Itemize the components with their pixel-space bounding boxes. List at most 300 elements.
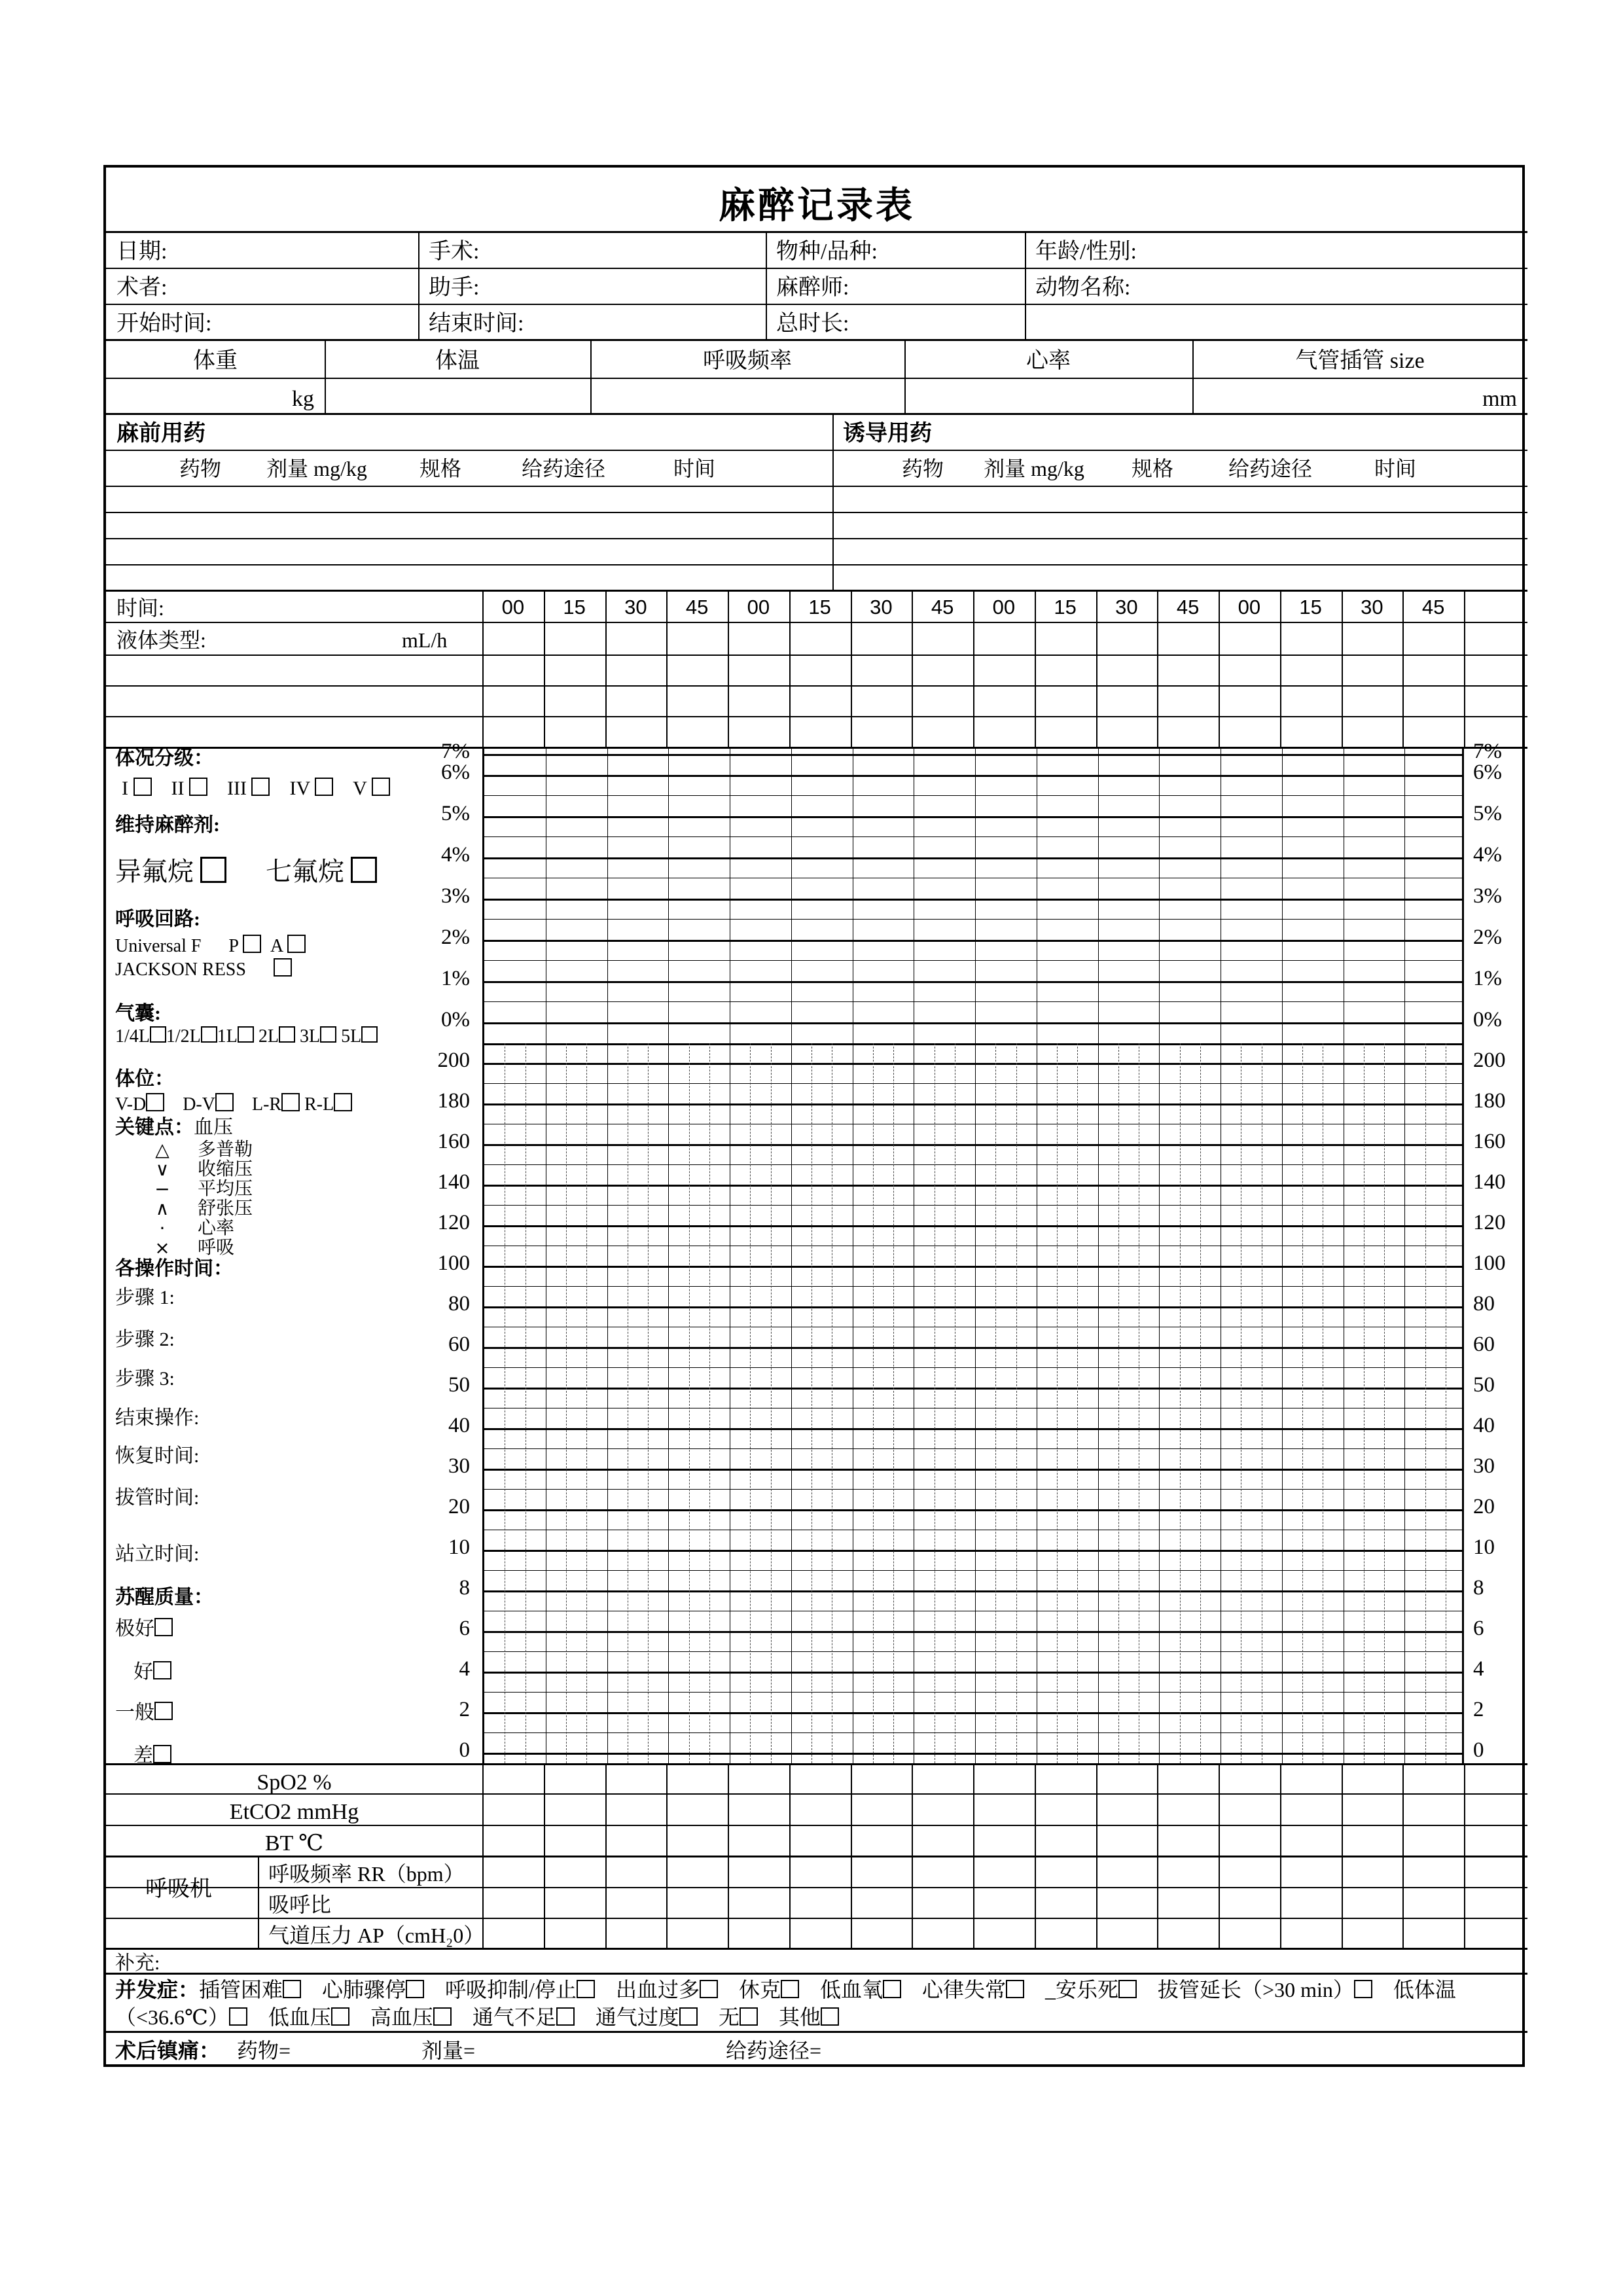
chart-dashed-line	[1118, 1043, 1119, 1763]
airbag-1/2L: 1/2L	[166, 1026, 201, 1047]
optime-label: 各操作时间：	[115, 1258, 233, 1280]
time-slot-00: 00	[992, 596, 1016, 619]
column-line	[1157, 592, 1158, 749]
complication-高血压: 高血压	[370, 2005, 433, 2029]
airbag-checkbox-1/4L[interactable]	[150, 1026, 166, 1043]
measure-divider-2	[590, 341, 592, 415]
optime-6: 站立时间:	[115, 1543, 200, 1565]
pct-scale-left-1%: 1%	[441, 967, 470, 990]
complication-低血压: 低血压	[268, 2005, 331, 2029]
vitals-gridline-180	[484, 1103, 1462, 1105]
time-slot-00: 00	[1238, 596, 1261, 619]
column-line	[666, 592, 668, 749]
pct-gridline-minor	[484, 919, 1462, 920]
position-checkbox-D-V[interactable]	[215, 1093, 234, 1111]
num-scale-left-120: 120	[437, 1211, 470, 1234]
postop-drug-label: 药物=	[237, 2039, 291, 2062]
num-scale-left-140: 140	[437, 1170, 470, 1194]
column-line	[973, 1763, 974, 1950]
chart-dashed-line	[709, 1043, 710, 1763]
postop-row[interactable]	[106, 2033, 1527, 2070]
recovery-checkbox-好[interactable]	[153, 1661, 171, 1679]
column-line	[1096, 592, 1097, 749]
vitals-gridline-minor	[484, 1570, 1462, 1571]
airbag-3L: 3L	[300, 1026, 321, 1047]
legend-label-4: 心率	[198, 1218, 235, 1238]
num-scale-right-20: 20	[1473, 1495, 1495, 1518]
ventilator-rr-label: 呼吸频率 RR（bpm）	[268, 1862, 465, 1886]
recovery-option-好: 好	[134, 1661, 171, 1683]
circuit-p-checkbox[interactable]	[243, 935, 261, 953]
num-scale-right-160: 160	[1473, 1130, 1506, 1153]
optime-5: 拔管时间:	[115, 1487, 200, 1509]
grade-II: II	[171, 778, 189, 799]
premed-columns	[106, 451, 832, 487]
surgeon-label: 术者:	[116, 276, 168, 300]
grade-checkbox-II[interactable]	[189, 778, 207, 796]
chart-column-line	[1404, 749, 1405, 1763]
num-scale-left-6: 6	[459, 1617, 470, 1640]
ventilator-ap-label: 气道压力 AP（cmH₂0）	[268, 1924, 485, 1947]
chart-dashed-line	[1016, 1043, 1017, 1763]
complication-366: （<36.6℃）	[115, 2005, 229, 2029]
complication-checkbox[interactable]	[577, 1980, 595, 1998]
total-duration-label: 总时长:	[776, 312, 849, 336]
num-scale-left-4: 4	[459, 1657, 470, 1681]
airbag-1L: 1L	[217, 1026, 238, 1047]
legend-label-2: 平均压	[198, 1179, 253, 1199]
num-scale-right-60: 60	[1473, 1333, 1495, 1356]
maintenance-checkbox-0[interactable]	[200, 857, 226, 883]
chart-column-line	[975, 749, 976, 1763]
kg-unit: kg	[292, 387, 314, 411]
num-scale-left-0: 0	[459, 1738, 470, 1762]
legend-symbol-2: −	[154, 1178, 170, 1200]
grade-V: V	[353, 778, 372, 799]
vitals-gridline-10	[484, 1550, 1462, 1552]
info-row-2	[106, 269, 1527, 305]
circuit-a-checkbox[interactable]	[287, 935, 306, 953]
airbag-checkbox-2L[interactable]	[279, 1026, 295, 1043]
chart-grid[interactable]	[482, 749, 1464, 1763]
num-scale-left-8: 8	[459, 1576, 470, 1600]
start-time-label: 开始时间:	[116, 312, 212, 336]
complication-checkbox[interactable]	[556, 2007, 575, 2026]
grade-checkbox-IV[interactable]	[315, 778, 333, 796]
num-scale-right-40: 40	[1473, 1414, 1495, 1437]
complication-checkbox[interactable]	[406, 1980, 424, 1998]
surgery-label: 手术:	[429, 240, 480, 264]
num-scale-right-4: 4	[1473, 1657, 1484, 1681]
med-columns-row	[106, 451, 1527, 487]
chart-column-line	[791, 749, 792, 1763]
anesthesia-record-form	[103, 165, 1525, 2067]
airbag-checkbox-1L[interactable]	[238, 1026, 254, 1043]
pct-scale-left-3%: 3%	[441, 884, 470, 908]
med-column-header-3: 给药途径	[521, 457, 605, 480]
chart-column-line	[1098, 749, 1099, 1763]
vitals-gridline-minor	[484, 1205, 1462, 1206]
chart-dashed-line	[586, 1043, 587, 1763]
num-scale-left-60: 60	[448, 1333, 470, 1356]
vitals-gridline-minor	[484, 1367, 1462, 1368]
end-time-label: 结束时间:	[429, 312, 524, 336]
heart-rate-header: 心率	[1026, 349, 1071, 373]
grade-checkbox-I[interactable]	[134, 778, 152, 796]
med-column-header-2: 规格	[419, 457, 461, 480]
column-line	[912, 1763, 913, 1950]
animal-name-label: 动物名称:	[1035, 276, 1131, 300]
recovery-option-一般: 一般	[115, 1702, 173, 1723]
postop-dose-label: 剂量=	[421, 2039, 476, 2062]
num-scale-right-200: 200	[1473, 1049, 1506, 1072]
position-checkbox-V-D[interactable]	[146, 1093, 164, 1111]
complication-checkbox[interactable]	[433, 2007, 452, 2026]
med-column-header-2: 规格	[1131, 457, 1173, 480]
pct-gridline-7%	[484, 754, 1462, 756]
chart-dashed-line	[1425, 1043, 1426, 1763]
pct-gridline-minor	[484, 836, 1462, 837]
vitals-gridline-minor	[484, 1164, 1462, 1165]
pct-gridline-3%	[484, 899, 1462, 901]
info-divider-3	[1025, 233, 1026, 341]
complication-其他: 其他	[778, 2005, 821, 2029]
legend-label-5: 呼吸	[198, 1238, 235, 1258]
legend-symbol-4: ·	[159, 1217, 166, 1239]
time-slot-15: 15	[563, 596, 586, 619]
info-divider-2	[766, 233, 767, 341]
column-line	[1280, 1763, 1281, 1950]
num-scale-right-8: 8	[1473, 1576, 1484, 1600]
maintenance-checkbox-1[interactable]	[351, 857, 377, 883]
complication-checkbox[interactable]	[229, 2007, 247, 2026]
complication-_安乐死: _安乐死	[1045, 1978, 1119, 2001]
chart-column-line	[668, 749, 669, 1763]
anesthetist-label: 麻醉师:	[776, 276, 849, 300]
column-line	[605, 592, 607, 749]
complication-心肺骤停: 心肺骤停	[322, 1978, 406, 2001]
num-scale-left-40: 40	[448, 1414, 470, 1437]
pct-gridline-minor	[484, 795, 1462, 796]
chart-dashed-line	[771, 1043, 772, 1763]
num-scale-left-20: 20	[448, 1495, 470, 1518]
legend-symbol-3: ∧	[155, 1198, 169, 1219]
fluid-unit-label: mL/h	[402, 628, 448, 652]
num-scale-left-10: 10	[448, 1535, 470, 1559]
grade-checkbox-III[interactable]	[251, 778, 270, 796]
complication-checkbox[interactable]	[1118, 1980, 1137, 1998]
complication-呼吸抑制停止: 呼吸抑制/停止	[445, 1978, 577, 2001]
grade-IV: IV	[289, 778, 315, 799]
time-slot-00: 00	[501, 596, 525, 619]
postop-route-label: 给药途径=	[726, 2039, 822, 2062]
num-scale-right-2: 2	[1473, 1698, 1484, 1721]
keypoints-title: 关键点：	[115, 1117, 194, 1138]
airbag-1/4L: 1/4L	[115, 1026, 150, 1047]
legend-symbol-1: ∨	[155, 1158, 169, 1180]
complications-label: 并发症：	[115, 1978, 200, 2001]
vitals-gridline-6	[484, 1631, 1462, 1633]
vitals-gridline-minor	[484, 1651, 1462, 1652]
chart-column-line	[607, 749, 608, 1763]
etco2-label: EtCO2 mmHg	[229, 1800, 359, 1824]
age-sex-label: 年龄/性别:	[1035, 240, 1137, 264]
num-scale-right-30: 30	[1473, 1454, 1495, 1478]
med-column-header-0: 药物	[179, 457, 221, 480]
vitals-gridline-minor	[484, 1083, 1462, 1084]
complication-checkbox[interactable]	[679, 2007, 698, 2026]
maintenance-label: 维持麻醉剂:	[115, 814, 220, 836]
grade-III: III	[226, 778, 252, 799]
column-line	[605, 1763, 607, 1950]
vitals-gridline-40	[484, 1428, 1462, 1430]
vitals-gridline-4	[484, 1672, 1462, 1674]
airbag-checkbox-1/2L[interactable]	[201, 1026, 217, 1043]
chart-dashed-line	[1077, 1043, 1078, 1763]
num-scale-right-6: 6	[1473, 1617, 1484, 1640]
complication-checkbox[interactable]	[781, 1980, 799, 1998]
vitals-gridline-140	[484, 1185, 1462, 1187]
column-line	[1402, 1763, 1404, 1950]
complication-心律失常: 心律失常	[922, 1978, 1007, 2001]
complications-row	[106, 1975, 1527, 2033]
pct-gridline-2%	[484, 940, 1462, 942]
optime-4: 恢复时间:	[115, 1445, 200, 1467]
keypoints-label	[115, 1117, 233, 1138]
airbag-checkbox-5L[interactable]	[361, 1026, 378, 1043]
ventilator-ie-label: 吸呼比	[268, 1893, 332, 1916]
pre-chart-columns	[482, 592, 1527, 749]
column-line	[973, 592, 974, 749]
airbag-2L: 2L	[258, 1026, 279, 1047]
recovery-option-极好: 极好	[115, 1618, 173, 1640]
column-line	[1219, 592, 1220, 749]
postop-label: 术后镇痛：	[115, 2039, 221, 2062]
maintenance-1: 七氟烷	[266, 857, 351, 886]
complication-出血过多: 出血过多	[615, 1978, 700, 2001]
et-tube-header: 气管插管 size	[1295, 349, 1425, 373]
chart-left-scale	[414, 740, 476, 1763]
species-label: 物种/品种:	[776, 240, 878, 264]
column-line	[1464, 592, 1465, 749]
ventilator-label: 呼吸机	[145, 1877, 212, 1901]
time-slot-45: 45	[1421, 596, 1445, 619]
premed-title: 麻前用药	[116, 422, 205, 446]
pct-gridline-1%	[484, 981, 1462, 983]
complication-低体温: 低体温	[1393, 1978, 1456, 2001]
time-slot-00: 00	[747, 596, 770, 619]
complication-checkbox[interactable]	[283, 1980, 301, 1998]
date-label: 日期:	[116, 240, 168, 264]
circuit-label: 呼吸回路:	[115, 908, 200, 930]
position-options	[115, 1093, 352, 1115]
circuit-jackson-checkbox[interactable]	[274, 958, 292, 977]
pct-gridline-5%	[484, 816, 1462, 818]
time-slot-30: 30	[1115, 596, 1138, 619]
complication-插管困难: 插管困难	[199, 1978, 283, 2001]
assistant-label: 助手:	[429, 276, 480, 300]
optime-2: 步骤 3:	[115, 1368, 175, 1390]
grade-checkbox-V[interactable]	[372, 778, 390, 796]
med-entry-row[interactable]	[106, 487, 1527, 513]
time-slot-30: 30	[1361, 596, 1383, 619]
recovery-option-差: 差	[134, 1745, 171, 1767]
time-slot-45: 45	[931, 596, 954, 619]
column-line	[1402, 592, 1404, 749]
pct-scale-right-3%: 3%	[1473, 884, 1502, 908]
timeline-label: 时间:	[116, 596, 164, 620]
column-line	[1096, 1763, 1097, 1950]
grade-I: I	[122, 778, 134, 799]
column-line	[1157, 1763, 1158, 1950]
vitals-gridline-60	[484, 1347, 1462, 1349]
med-column-header-1: 剂量 mg/kg	[266, 457, 367, 480]
chart-dashed-line	[689, 1043, 690, 1763]
measure-divider-3	[904, 341, 906, 415]
column-line	[851, 1763, 852, 1950]
chart-dashed-line	[648, 1043, 649, 1763]
vitals-gridline-120	[484, 1225, 1462, 1227]
column-line	[1035, 1763, 1036, 1950]
vitals-gridline-80	[484, 1306, 1462, 1308]
airbag-5L: 5L	[341, 1026, 362, 1047]
vitals-gridline-0	[484, 1753, 1462, 1755]
vitals-gridline-160	[484, 1144, 1462, 1146]
optime-3: 结束操作:	[115, 1407, 200, 1429]
info-divider-1	[418, 233, 419, 341]
legend-label-0: 多普勒	[198, 1139, 253, 1160]
chart-dashed-line	[1384, 1043, 1385, 1763]
time-slot-45: 45	[685, 596, 709, 619]
measure-divider-1	[325, 341, 326, 415]
complication-checkbox[interactable]	[1006, 1980, 1024, 1998]
circuit-universal-f: Universal F P A	[115, 935, 306, 957]
num-scale-right-180: 180	[1473, 1089, 1506, 1113]
title-row	[106, 168, 1527, 233]
circuit-jackson-ress: JACKSON RESS	[115, 958, 292, 980]
pct-scale-left-4%: 4%	[441, 843, 470, 867]
complication-checkbox[interactable]	[883, 1980, 901, 1998]
column-line	[1280, 592, 1281, 749]
column-line	[789, 1763, 791, 1950]
pct-scale-left-2%: 2%	[441, 925, 470, 949]
time-slot-15: 15	[808, 596, 831, 619]
vitals-gridline-8	[484, 1590, 1462, 1592]
chart-dashed-line	[1180, 1043, 1181, 1763]
induction-title: 诱导用药	[843, 422, 932, 446]
recovery-checkbox-一般[interactable]	[154, 1702, 173, 1720]
pct-scale-left-5%: 5%	[441, 802, 470, 825]
pct-scale-left-7%: 7%	[441, 740, 470, 763]
complication-通气不足: 通气不足	[472, 2005, 556, 2029]
med-entry-row[interactable]	[106, 539, 1527, 565]
pct-scale-right-4%: 4%	[1473, 843, 1502, 867]
position-L-R: L-R	[251, 1094, 282, 1115]
chart-dashed-line	[1302, 1043, 1303, 1763]
column-line	[912, 592, 913, 749]
vitals-gridline-minor	[484, 1692, 1462, 1693]
spo2-label: SpO2 %	[257, 1770, 332, 1795]
info-row-1	[106, 233, 1527, 269]
time-slot-15: 15	[1299, 596, 1322, 619]
num-scale-left-100: 100	[437, 1251, 470, 1275]
complication-checkbox[interactable]	[331, 2007, 349, 2026]
position-D-V: D-V	[183, 1094, 215, 1115]
chart-column-line	[1159, 749, 1160, 1763]
chart-column-line	[1282, 749, 1283, 1763]
chart-right-scale	[1471, 740, 1527, 1763]
measure-divider-4	[1192, 341, 1194, 415]
keypoints-bp: 血压	[194, 1117, 233, 1138]
airbag-checkbox-3L[interactable]	[320, 1026, 336, 1043]
med-titles-row	[106, 415, 1527, 451]
complication-checkbox[interactable]	[821, 2007, 839, 2026]
pct-grid-bottom	[484, 1043, 1462, 1045]
num-scale-right-80: 80	[1473, 1292, 1495, 1316]
form-title: 麻醉记录表	[719, 186, 915, 226]
pct-gridline-minor	[484, 1001, 1462, 1002]
chart-dashed-line	[873, 1043, 874, 1763]
complication-checkbox[interactable]	[700, 1980, 718, 1998]
pct-scale-right-0%: 0%	[1473, 1008, 1502, 1031]
num-scale-left-160: 160	[437, 1130, 470, 1153]
complication-checkbox[interactable]	[1354, 1980, 1372, 1998]
med-entry-row[interactable]	[106, 565, 1527, 592]
measure-header-row	[106, 341, 1527, 379]
num-scale-right-50: 50	[1473, 1373, 1495, 1397]
recovery-checkbox-极好[interactable]	[154, 1618, 173, 1636]
pct-scale-left-0%: 0%	[441, 1008, 470, 1031]
time-slot-30: 30	[870, 596, 893, 619]
chart-dashed-line	[750, 1043, 751, 1763]
med-section-divider	[832, 415, 834, 592]
position-checkbox-L-R[interactable]	[281, 1093, 300, 1111]
column-line	[1219, 1763, 1220, 1950]
num-scale-left-200: 200	[437, 1049, 470, 1072]
recovery-label: 苏醒质量：	[115, 1587, 213, 1608]
num-scale-left-2: 2	[459, 1698, 470, 1721]
column-line	[728, 592, 729, 749]
med-entry-row[interactable]	[106, 513, 1527, 539]
supplement-row[interactable]	[106, 1950, 1527, 1975]
pct-scale-right-1%: 1%	[1473, 967, 1502, 990]
complications-line-1	[115, 1979, 1522, 2001]
position-checkbox-R-L[interactable]	[334, 1093, 352, 1111]
column-line	[544, 1763, 545, 1950]
num-scale-right-0: 0	[1473, 1738, 1484, 1762]
position-label: 体位：	[115, 1068, 174, 1090]
time-slot-30: 30	[624, 596, 647, 619]
position-V-D: V-D	[115, 1094, 147, 1115]
vitals-gridline-100	[484, 1266, 1462, 1268]
bt-label: BT ℃	[264, 1831, 324, 1856]
vitals-gridline-minor	[484, 1732, 1462, 1733]
legend-symbol-0: △	[155, 1139, 169, 1160]
complication-checkbox[interactable]	[740, 2007, 758, 2026]
recovery-checkbox-差[interactable]	[153, 1745, 171, 1763]
legend-label-3: 舒张压	[198, 1198, 253, 1219]
info-row-3	[106, 305, 1527, 341]
complication-低血氧: 低血氧	[819, 1978, 883, 2001]
vitals-gridline-20	[484, 1509, 1462, 1511]
complication-休克: 休克	[738, 1978, 781, 2001]
num-scale-right-140: 140	[1473, 1170, 1506, 1194]
chart-dashed-line	[995, 1043, 996, 1763]
vitals-gridline-minor	[484, 1448, 1462, 1449]
num-scale-right-120: 120	[1473, 1211, 1506, 1234]
condition-grade-options	[122, 778, 410, 799]
chart-dashed-line	[1200, 1043, 1201, 1763]
